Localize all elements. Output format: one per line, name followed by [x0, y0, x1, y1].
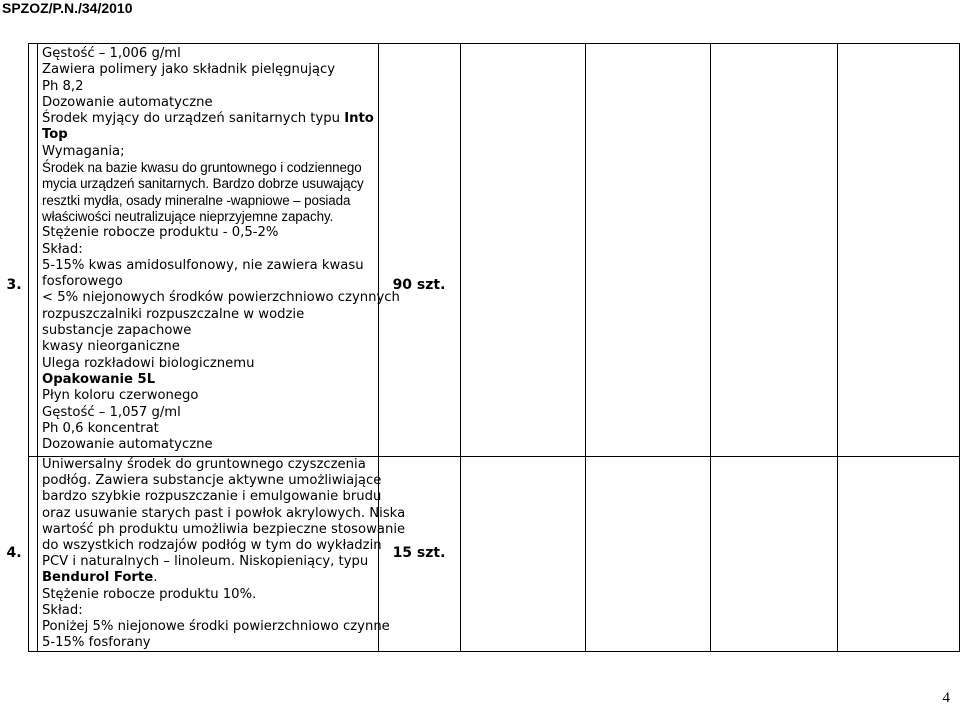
table-divider-after-qty [460, 43, 461, 652]
description-bold-text: Bendurol Forte [42, 570, 154, 586]
description-line [42, 618, 390, 635]
description-bold-text: Opakowanie 5L [42, 371, 156, 387]
description-text: resztki mydła, osady mineralne -wapniowe – posiada [42, 192, 351, 208]
description-line [42, 111, 372, 127]
description-text: mycia urządzeń sanitarnych. Bardzo dobrze usuwający [42, 176, 364, 192]
description-text: Gęstość – 1,006 g/ml [42, 46, 181, 61]
description-line [42, 635, 372, 651]
description-line [42, 537, 382, 554]
description-text: . [153, 570, 158, 586]
description-line [42, 356, 372, 372]
description-text: Gęstość – 1,057 g/ml [42, 404, 181, 420]
description-line [42, 127, 372, 143]
description-line [42, 290, 400, 306]
description-text: 5-15% kwas amidosulfonowy, nie zawiera kwasu [42, 257, 364, 273]
description-text: Płyn koloru czerwonego [42, 388, 199, 404]
table-divider-col5 [585, 43, 586, 652]
table-border-left [28, 43, 29, 652]
description-text: PCV i naturalnych – linoleum. Niskopieniący, typu [42, 554, 369, 570]
row-number: 3. [6, 277, 22, 293]
row-number: 4. [6, 545, 22, 561]
description-line [42, 274, 372, 290]
page-number: 4 [942, 690, 950, 706]
description-line [42, 225, 372, 241]
row-quantity: 90 szt. [392, 277, 446, 293]
description-line [42, 437, 372, 453]
description-line [42, 521, 406, 538]
description-text: Stężenie robocze produktu 10%. [42, 586, 257, 602]
description-line [42, 176, 372, 192]
description-line [42, 554, 372, 570]
description-line [42, 421, 372, 437]
description-text: Skład: [42, 241, 83, 257]
description-text: bardzo szybkie rozpuszczanie i emulgowanie brudu [42, 489, 382, 505]
description-line [42, 505, 406, 522]
description-text: Dozowanie automatyczne [42, 437, 213, 453]
table-divider-desc [37, 43, 38, 652]
description-text: fosforowego [42, 274, 123, 290]
description-line [42, 62, 372, 78]
description-line [42, 457, 372, 473]
description-text: < 5% niejonowych środków powierzchniowo czynnych [42, 290, 400, 306]
description-line [42, 603, 372, 619]
description-line [42, 160, 372, 176]
description-text: Wymagania; [42, 143, 125, 159]
description-text: podłóg. Zawiera substancje aktywne umożliwiające [42, 473, 382, 489]
description-line [42, 242, 372, 258]
description-line [42, 46, 372, 62]
description-line [42, 307, 372, 323]
description-text: rozpuszczalniki rozpuszczalne w wodzie [42, 306, 305, 322]
description-text: Dozowanie automatyczne [42, 94, 213, 110]
description-line [42, 405, 372, 421]
row-quantity: 15 szt. [392, 545, 446, 561]
description-text: Uniwersalny środek do gruntownego czyszczenia [42, 457, 366, 472]
description-line [42, 258, 372, 274]
description-text: Środek myjący do urządzeń sanitarnych typu [42, 111, 345, 127]
description-bold-text: Top [42, 127, 68, 143]
description-text: do wszystkich rodzajów podłóg w tym do wykładzin [42, 537, 382, 553]
description-line [42, 473, 382, 489]
description-text: 5-15% fosforany [42, 635, 151, 651]
description-text: Ph 0,6 koncentrat [42, 420, 159, 436]
row-description [42, 457, 406, 651]
description-text: wartość ph produktu umożliwia bezpieczne stosowanie [42, 521, 406, 537]
description-text: Ulega rozkładowi biologicznemu [42, 355, 255, 371]
description-line [42, 79, 372, 95]
description-line [42, 193, 372, 209]
description-line [42, 570, 372, 586]
description-text: oraz usuwanie starych past i powłok akrylowych. Niska [42, 505, 406, 521]
description-text: właściwości neutralizujące nieprzyjemne zapachy. [42, 208, 334, 224]
description-line [42, 388, 372, 404]
description-text: Poniżej 5% niejonowe środki powierzchniowo czynne [42, 618, 390, 634]
table-border-top [28, 43, 959, 44]
description-line [42, 372, 372, 388]
description-line [42, 323, 372, 339]
description-text: Zawiera polimery jako składnik pielęgnujący [42, 62, 336, 78]
description-text: Ph 8,2 [42, 78, 84, 94]
description-line [42, 144, 372, 160]
description-text: Stężenie robocze produktu - 0,5-2% [42, 225, 279, 241]
row-description [42, 46, 400, 453]
description-bold-text: Into [344, 111, 374, 127]
description-line [42, 95, 372, 111]
table-divider-col7 [837, 43, 838, 652]
description-line [42, 209, 372, 225]
description-text: kwasy nieorganiczne [42, 339, 180, 355]
description-line [42, 339, 372, 355]
document-header: SPZOZ/P.N./34/2010 [2, 0, 133, 16]
description-text: Środek na bazie kwasu do gruntownego i codziennego [42, 160, 362, 176]
description-text: substancje zapachowe [42, 323, 192, 339]
description-line [42, 587, 372, 603]
description-line [42, 489, 382, 505]
description-text: Skład: [42, 602, 83, 618]
table-divider-col6 [710, 43, 711, 652]
